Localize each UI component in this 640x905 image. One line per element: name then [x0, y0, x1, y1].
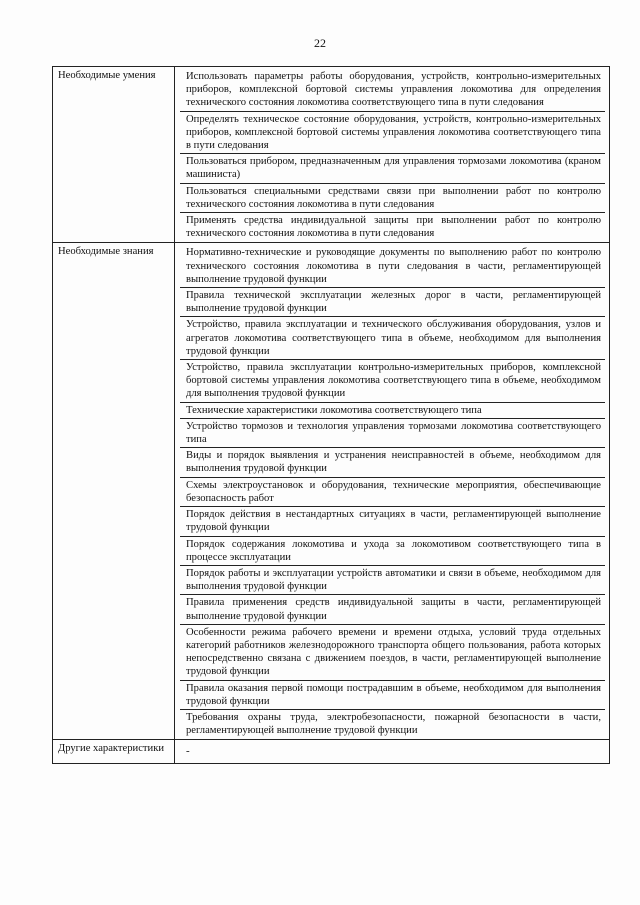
list-item: Устройство тормозов и технология управления тормозами локомотива соответствующего типа	[180, 419, 605, 448]
list-item: Применять средства индивидуальной защиты при выполнении работ по контролю технического состояния локомотива в пути следования	[186, 215, 601, 240]
list-item: Схемы электроустановок и оборудования, технические мероприятия, обеспечивающие безопасность работ	[180, 478, 605, 507]
list-item: Порядок действия в нестандартных ситуациях в части, регламентирующей выполнение трудовой функции	[180, 507, 605, 536]
list-item: Нормативно-технические и руководящие документы по выполнению работ по контролю технического состояния локомотива в пути следования в части, регламентирующей выполнение трудовой функции	[180, 245, 605, 288]
table-row	[53, 243, 610, 740]
list-item: Порядок работы и эксплуатации устройств автоматики и связи в объеме, необходимом для выполнения трудовой функции	[180, 566, 605, 595]
section-label: Необходимые знания	[53, 243, 175, 740]
section-label: Другие характеристики	[53, 740, 175, 763]
list-item: Определять техническое состояние оборудования, устройств, контрольно-измерительных приборов, комплексной бортовой системы управления локомотива соответствующего типа в пути следования	[180, 112, 605, 155]
list-item: Правила оказания первой помощи пострадавшим в объеме, необходимом для выполнения трудовой функции	[180, 681, 605, 710]
list-item: Устройство, правила эксплуатации контрольно-измерительных приборов, комплексной бортовой системы управления локомотива соответствующего типа в объеме, необходимом для выполнения трудовой функции	[180, 360, 605, 403]
requirements-table	[52, 66, 610, 764]
requirements-table-body	[53, 67, 610, 764]
list-item: Требования охраны труда, электробезопасности, пожарной безопасности в части, регламентирующей выполнение трудовой функции	[186, 711, 601, 737]
table-row	[53, 740, 610, 763]
section-label: Необходимые умения	[53, 67, 175, 243]
list-item: Правила применения средств индивидуальной защиты в части, регламентирующей выполнение трудовой функции	[180, 595, 605, 624]
section-content	[175, 243, 610, 740]
list-item: Правила технической эксплуатации железных дорог в части, регламентирующей выполнение трудовой функции	[180, 288, 605, 317]
list-item: Использовать параметры работы оборудования, устройств, контрольно-измерительных приборов, комплексной бортовой системы управления локомотива для определения технического состояния локомотива соответствующего типа в пути следования	[180, 69, 605, 112]
list-item: Особенности режима рабочего времени и времени отдыха, условий труда отдельных категорий работников железнодорожного транспорта общего пользования, работа которых непосредственно связана с движением поездов, в части, регламентирующей выполнение трудовой функции	[180, 625, 605, 681]
list-item: Устройство, правила эксплуатации и технического обслуживания оборудования, узлов и агрегатов локомотива соответствующего типа в объеме, необходимом для выполнения трудовой функции	[180, 317, 605, 360]
list-item: Пользоваться специальными средствами связи при выполнении работ по контролю технического состояния локомотива в пути следования	[180, 184, 605, 213]
section-content	[175, 67, 610, 243]
list-item: Пользоваться прибором, предназначенным для управления тормозами локомотива (краном машиниста)	[180, 154, 605, 183]
list-item: Технические характеристики локомотива соответствующего типа	[180, 403, 605, 419]
list-item: -	[186, 745, 190, 758]
table-row	[53, 67, 610, 243]
list-item: Порядок содержания локомотива и ухода за локомотивом соответствующего типа в процессе эксплуатации	[180, 537, 605, 566]
list-item: Виды и порядок выявления и устранения неисправностей в объеме, необходимом для выполнения трудовой функции	[180, 448, 605, 477]
page-number: 22	[314, 36, 326, 50]
section-content	[175, 740, 610, 763]
